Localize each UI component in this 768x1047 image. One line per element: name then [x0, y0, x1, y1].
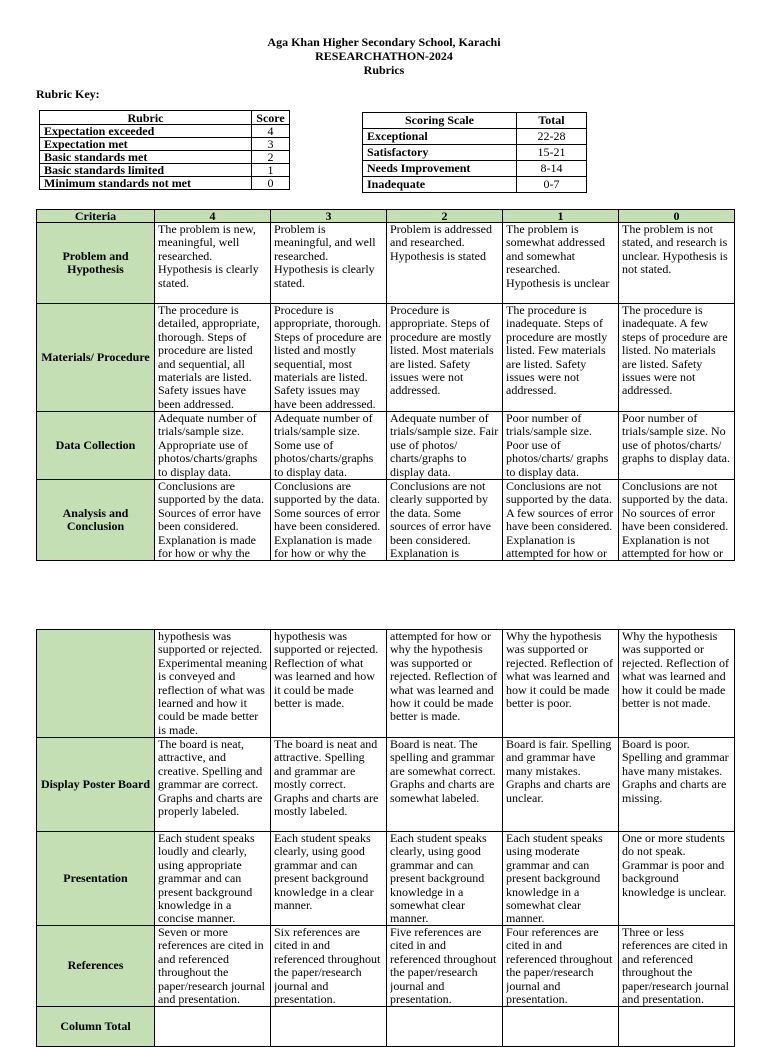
table-row [363, 129, 587, 145]
criterion-cell: Poor number of trials/sample size. Poor use of photos/charts/ graphs to display data. [506, 412, 609, 479]
table-row [40, 125, 290, 138]
criterion-cell: Five references are cited in and referenced throughout the paper/research journal and presentation. [390, 926, 497, 1006]
table-row [40, 164, 290, 177]
scale-label: Satisfactory [363, 145, 517, 161]
criterion-cell: Seven or more references are cited in and referenced throughout the paper/research journal and presentation. [158, 926, 265, 1006]
criterion-cell: attempted for how or why the hypothesis was supported or rejected. Reflection of what was learned and how it could be made better is made. [390, 630, 497, 724]
column-total-cell [503, 1007, 619, 1047]
table-row [37, 412, 735, 480]
score-4-header: 4 [155, 210, 271, 223]
score-1-header: 1 [503, 210, 619, 223]
criteria-table-continued [36, 629, 735, 1047]
scale-total: 0-7 [517, 177, 587, 193]
criterion-cell: Adequate number of trials/sample size. Some use of photos/charts/graphs to display data. [274, 412, 374, 479]
table-row [37, 630, 735, 738]
criterion-cell: Board is neat. The spelling and grammar are somewhat correct. Graphs and charts are somewhat labeled. [390, 738, 496, 805]
criterion-cell: Why the hypothesis was supported or rejected. Reflection of what was learned and how it could be made better is poor. [506, 630, 613, 711]
criterion-cell: The problem is new, meaningful, well researched. Hypothesis is clearly stated. [158, 223, 259, 290]
criterion-cell: Adequate number of trials/sample size. Fair use of photos/ charts/graphs to display data. [390, 412, 499, 479]
criteria-table [36, 209, 735, 561]
score-column-header: Score [252, 111, 290, 125]
column-total-cell [387, 1007, 503, 1047]
criterion-cell: Poor number of trials/sample size. No use of photos/charts/ graphs to display data. [622, 412, 730, 466]
criterion-label: References [37, 926, 155, 1007]
table-row [363, 145, 587, 161]
rubric-column-header: Rubric [40, 111, 252, 125]
rubric-label: Basic standards limited [40, 164, 252, 177]
scoring-scale-table [362, 112, 587, 193]
rubric-label: Expectation met [40, 138, 252, 151]
rubric-key-label: Rubric Key: [36, 87, 100, 101]
scale-label: Exceptional [363, 129, 517, 145]
criteria-header-row [37, 210, 735, 223]
criterion-label: Column Total [37, 1007, 155, 1047]
rubric-score: 0 [252, 177, 290, 190]
criterion-cell: Three or less references are cited in and referenced throughout the paper/research journal and presentation. [622, 926, 729, 1006]
criterion-cell: Each student speaks using moderate grammar and can present background knowledge in a somewhat clear manner. [506, 832, 603, 925]
criterion-cell: Conclusions are supported by the data. Some sources of error have been considered. Explanation is made for how or why the [274, 480, 381, 560]
criterion-cell: Procedure is appropriate. Steps of procedure are mostly listed. Most materials are listed. Safety issues were not addressed. [390, 304, 494, 398]
criterion-cell: Problem is meaningful, and well researched. Hypothesis is clearly stated. [274, 223, 376, 290]
table-row [37, 738, 735, 832]
table-row [37, 304, 735, 412]
scale-label: Needs Improvement [363, 161, 517, 177]
criterion-cell: The problem is not stated, and research is unclear. Hypothesis is not stated. [622, 223, 728, 277]
criterion-cell: Each student speaks clearly, using good grammar and can present background knowledge in a clear manner. [274, 832, 374, 913]
school-name: Aga Khan Higher Secondary School, Karachi [267, 35, 501, 49]
criterion-cell: Why the hypothesis was supported or rejected. Reflection of what was learned and how it could be made better is not made. [622, 630, 729, 711]
criterion-label [37, 630, 155, 738]
table-row [40, 138, 290, 151]
scale-label: Inadequate [363, 177, 517, 193]
score-2-header: 2 [387, 210, 503, 223]
criterion-cell: Each student speaks clearly, using good grammar and can present background knowledge in a somewhat clear manner. [390, 832, 487, 925]
criterion-cell: Six references are cited in and referenced throughout the paper/research journal and presentation. [274, 926, 381, 1006]
criterion-cell: Procedure is appropriate, thorough. Steps of procedure are listed and mostly sequential, most materials are listed. Safety issues may have been addressed. [274, 304, 382, 411]
rubric-label: Expectation exceeded [40, 125, 252, 138]
scoring-scale-header: Scoring Scale [363, 113, 517, 129]
criterion-label: Display Poster Board [37, 738, 155, 832]
criterion-cell: Each student speaks loudly and clearly, using appropriate grammar and can present background knowledge in a concise manner. [158, 832, 255, 925]
table-row [37, 1007, 735, 1047]
rubric-key-table [39, 110, 290, 190]
table-row [40, 177, 290, 190]
table-row [363, 161, 587, 177]
rubric-score: 2 [252, 151, 290, 164]
criterion-cell: Adequate number of trials/sample size. Appropriate use of photos/charts/graphs to display data. [158, 412, 258, 479]
criterion-cell: Conclusions are not clearly supported by the data. Some sources of error have been considered. Explanation is [390, 480, 491, 560]
scale-total: 8-14 [517, 161, 587, 177]
criterion-cell: Four references are cited in and referenced throughout the paper/research journal and presentation. [506, 926, 613, 1006]
criterion-cell: hypothesis was supported or rejected. Reflection of what was learned and how it could be made better is made. [274, 630, 379, 711]
criterion-cell: Conclusions are not supported by the data. A few sources of error have been considered. Explanation is attempted for how or [506, 480, 614, 560]
criterion-label: Materials/ Procedure [37, 304, 155, 412]
column-total-cell [155, 1007, 271, 1047]
scale-total: 22-28 [517, 129, 587, 145]
criterion-cell: Conclusions are supported by the data. Sources of error have been considered. Explanation is made for how or why the [158, 480, 264, 560]
criteria-column-header: Criteria [37, 210, 155, 223]
rubric-score: 4 [252, 125, 290, 138]
criterion-cell: The problem is somewhat addressed and somewhat researched. Hypothesis is unclear [506, 223, 610, 290]
column-total-cell [619, 1007, 735, 1047]
table-row [37, 480, 735, 561]
criterion-cell: Board is poor. Spelling and grammar have many mistakes. Graphs and charts are missing. [622, 738, 729, 805]
criterion-cell: The board is neat, attractive, and creative. Spelling and grammar are correct. Graphs and charts are properly labeled. [158, 738, 263, 819]
table-row [37, 832, 735, 926]
criterion-cell: The procedure is inadequate. Steps of procedure are mostly listed. Few materials are listed. Safety issues were not addressed. [506, 304, 608, 398]
document-title: Rubrics [363, 63, 405, 77]
criterion-cell: Board is fair. Spelling and grammar have many mistakes. Graphs and charts are unclear. [506, 738, 612, 805]
table-row [363, 177, 587, 193]
score-0-header: 0 [619, 210, 735, 223]
criterion-cell: One or more students do not speak. Grammar is poor and background knowledge is unclear. [622, 832, 727, 899]
criterion-cell: Conclusions are not supported by the data. No sources of error have been considered. Explanation is not attempted for how or [622, 480, 729, 560]
criterion-cell: The procedure is inadequate. A few steps of procedure are listed. No materials are listed. Safety issues were not addressed. [622, 304, 728, 398]
criterion-label: Analysis and Conclusion [37, 480, 155, 561]
table-row [40, 151, 290, 164]
criterion-label: Data Collection [37, 412, 155, 480]
event-title: RESEARCHATHON-2024 [315, 49, 453, 63]
score-3-header: 3 [271, 210, 387, 223]
criterion-cell: Problem is addressed and researched. Hypothesis is stated [390, 223, 492, 263]
criterion-cell: hypothesis was supported or rejected. Experimental meaning is conveyed and reflection of what was learned and how it could be made better is made. [158, 630, 267, 737]
rubric-label: Basic standards met [40, 151, 252, 164]
rubric-score: 3 [252, 138, 290, 151]
table-row [37, 223, 735, 304]
column-total-cell [271, 1007, 387, 1047]
criterion-label: Presentation [37, 832, 155, 926]
rubric-label: Minimum standards not met [40, 177, 252, 190]
table-row [37, 926, 735, 1007]
scale-total: 15-21 [517, 145, 587, 161]
criterion-label: Problem and Hypothesis [37, 223, 155, 304]
rubric-score: 1 [252, 164, 290, 177]
document-header [0, 35, 768, 77]
criterion-cell: The procedure is detailed, appropriate, thorough. Steps of procedure are listed and sequential, all materials are listed. Safety issues have been addressed. [158, 304, 260, 411]
total-column-header: Total [517, 113, 587, 129]
criterion-cell: The board is neat and attractive. Spelling and grammar are mostly correct. Graphs and charts are mostly labeled. [274, 738, 379, 819]
